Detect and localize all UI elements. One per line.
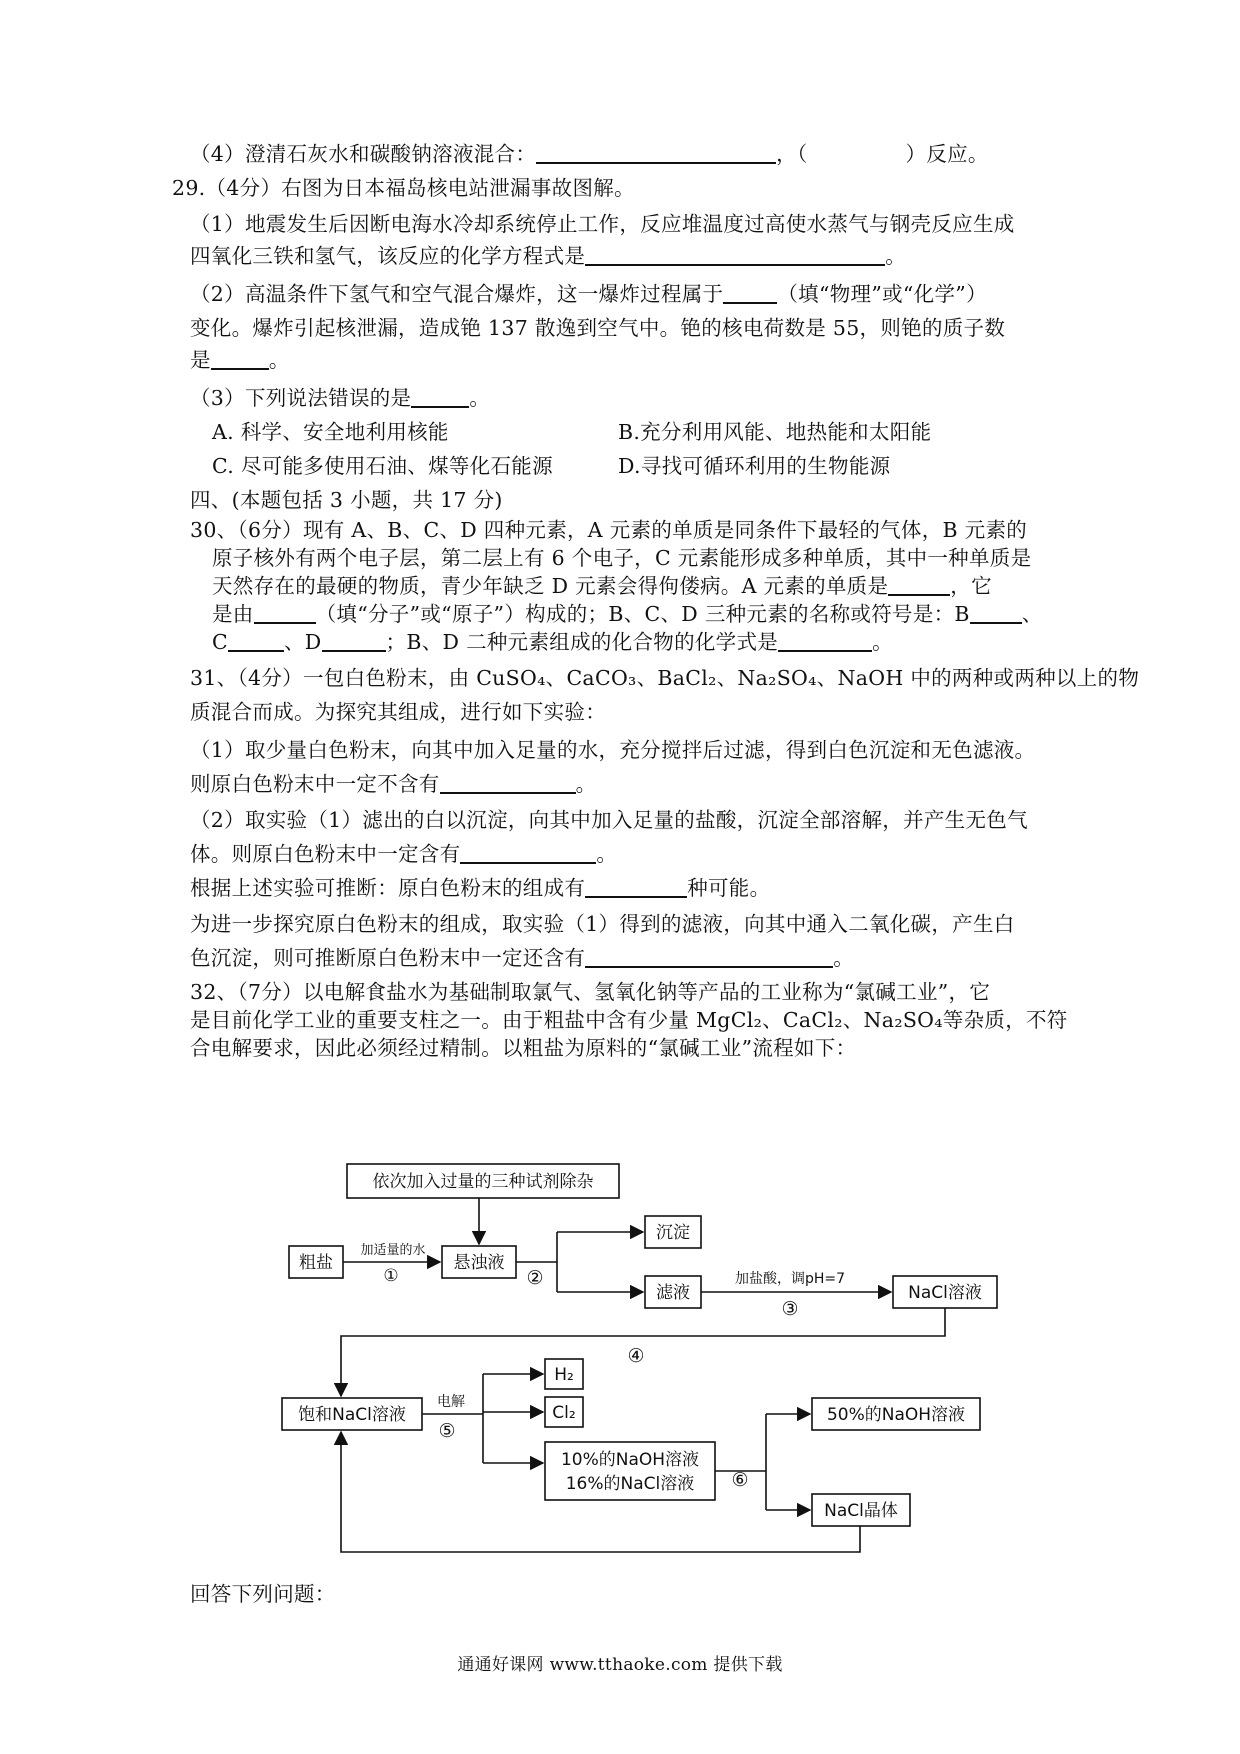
q29-p2-line3: 是 。 [190, 348, 290, 372]
q31-p1-line2: 则原白色粉末中一定不含有 。 [190, 772, 597, 796]
q31-p1-line1: （1）取少量白色粉末，向其中加入足量的水，充分搅拌后过滤，得到白色沉淀和无色滤液。 [190, 738, 1036, 762]
q29-option-d: D.寻找可循环利用的生物能源 [618, 454, 891, 478]
precipitate-label: 沉淀 [656, 1223, 690, 1243]
suspension-label: 悬浊液 [453, 1253, 505, 1273]
q31-inference: 根据上述实验可推断：原白色粉末的组成有 种可能。 [190, 876, 771, 900]
q31-line2: 质混合而成。为探究其组成，进行如下实验： [190, 700, 606, 724]
h2-label: H₂ [554, 1365, 574, 1385]
q31-further-line2: 色沉淀，则可推断原白色粉末中一定还含有 。 [190, 946, 855, 970]
step6-label: ⑥ [731, 1469, 749, 1491]
q30-line2: 原子核外有两个电子层，第二层上有 6 个电子，C 元素能形成多种单质，其中一种单质是 [212, 546, 1032, 570]
crude-salt-label: 粗盐 [299, 1253, 333, 1273]
naoh50-label: 50%的NaOH溶液 [826, 1405, 966, 1425]
step5-label: ⑤ [438, 1420, 456, 1442]
step2-label: ② [526, 1267, 544, 1289]
nacl-crystal-label: NaCl晶体 [824, 1501, 898, 1521]
step1-label: ① [383, 1266, 399, 1286]
q31-line1: 31、（4分）一包白色粉末，由 CuSO₄、CaCO₃、BaCl₂、Na₂SO₄、NaOH 中的两种或两种以上的物 [190, 666, 1140, 690]
q32-answer-prompt: 回答下列问题： [190, 1582, 336, 1606]
section4-title: 四、(本题包括 3 小题，共 17 分) [190, 488, 503, 512]
add-water-label: 加适量的水 [360, 1243, 426, 1258]
q29-p2-line2: 变化。爆炸引起核泄漏，造成铯 137 散逸到空气中。铯的核电荷数是 55，则铯的质子数 [190, 316, 1006, 340]
step4-label: ④ [627, 1345, 645, 1367]
q29-p1-line1: （1）地震发生后因断电海水冷却系统停止工作，反应堆温度过高使水蒸气与钢壳反应生成 [190, 212, 1015, 236]
cl2-label: Cl₂ [552, 1403, 576, 1423]
q30-line5: C 、D ；B、D 二种元素组成的化合物的化学式是 。 [212, 630, 893, 654]
q29-option-c: C. 尽可能多使用石油、煤等化石能源 [212, 454, 553, 478]
q32-line1: 32、（7分）以电解食盐水为基础制取氯气、氢氧化钠等产品的工业称为“氯碱工业”，它 [190, 980, 991, 1004]
q31-p2-line1: （2）取实验（1）滤出的白以沉淀，向其中加入足量的盐酸，沉淀全部溶解，并产生无色气 [190, 808, 1028, 832]
q29-p2-line1: （2）高温条件下氢气和空气混合爆炸，这一爆炸过程属于 （填“物理”或“化学”） [190, 282, 987, 306]
q29-p3: （3）下列说法错误的是 。 [190, 386, 491, 410]
q30-line1: 30、（6分）现有 A、B、C、D 四种元素，A 元素的单质是同条件下最轻的气体，B 元素的 [190, 518, 1028, 542]
q28-part4: （4）澄清石灰水和碳酸钠溶液混合： ，（ ）反应。 [190, 142, 989, 166]
add-hcl-label: 加盐酸，调pH=7 [734, 1271, 846, 1287]
q29-header: 29.（4分）右图为日本福岛核电站泄漏事故图解。 [172, 176, 635, 200]
reagents-label: 依次加入过量的三种试剂除杂 [372, 1172, 594, 1192]
q32-line2: 是目前化学工业的重要支柱之一。由于粗盐中含有少量 MgCl₂、CaCl₂、Na₂SO₄等杂质，不符 [190, 1008, 1068, 1032]
step3-label: ③ [781, 1298, 799, 1320]
mixture-line2-label: 16%的NaCl溶液 [565, 1474, 695, 1494]
q29-option-b: B.充分利用风能、地热能和太阳能 [618, 420, 932, 444]
mixture-line1-label: 10%的NaOH溶液 [560, 1450, 700, 1470]
q32-line3: 合电解要求，因此必须经过精制。以粗盐为原料的“氯碱工业”流程如下： [190, 1036, 857, 1060]
q30-line4: 是由 （填“分子”或“原子”）构成的；B、C、D 三种元素的名称或符号是：B 、 [212, 602, 1043, 626]
q31-p2-line2: 体。则原白色粉末中一定含有 。 [190, 842, 618, 866]
q29-p1-line2: 四氧化三铁和氢气，该反应的化学方程式是 。 [190, 244, 907, 268]
saturated-nacl-label: 饱和NaCl溶液 [298, 1405, 406, 1425]
q31-further-line1: 为进一步探究原白色粉末的组成，取实验（1）得到的滤液，向其中通入二氧化碳，产生白 [190, 912, 1015, 936]
filtrate-label: 滤液 [656, 1283, 690, 1303]
q29-option-a: A. 科学、安全地利用核能 [212, 420, 449, 444]
page-footer: 通通好课网 www.tthaoke.com 提供下载 [457, 1655, 783, 1675]
nacl-solution-label: NaCl溶液 [908, 1283, 982, 1303]
electrolysis-label: 电解 [437, 1394, 465, 1410]
q30-line3: 天然存在的最硬的物质，青少年缺乏 D 元素会得佝偻病。A 元素的单质是 ，它 [212, 574, 992, 598]
